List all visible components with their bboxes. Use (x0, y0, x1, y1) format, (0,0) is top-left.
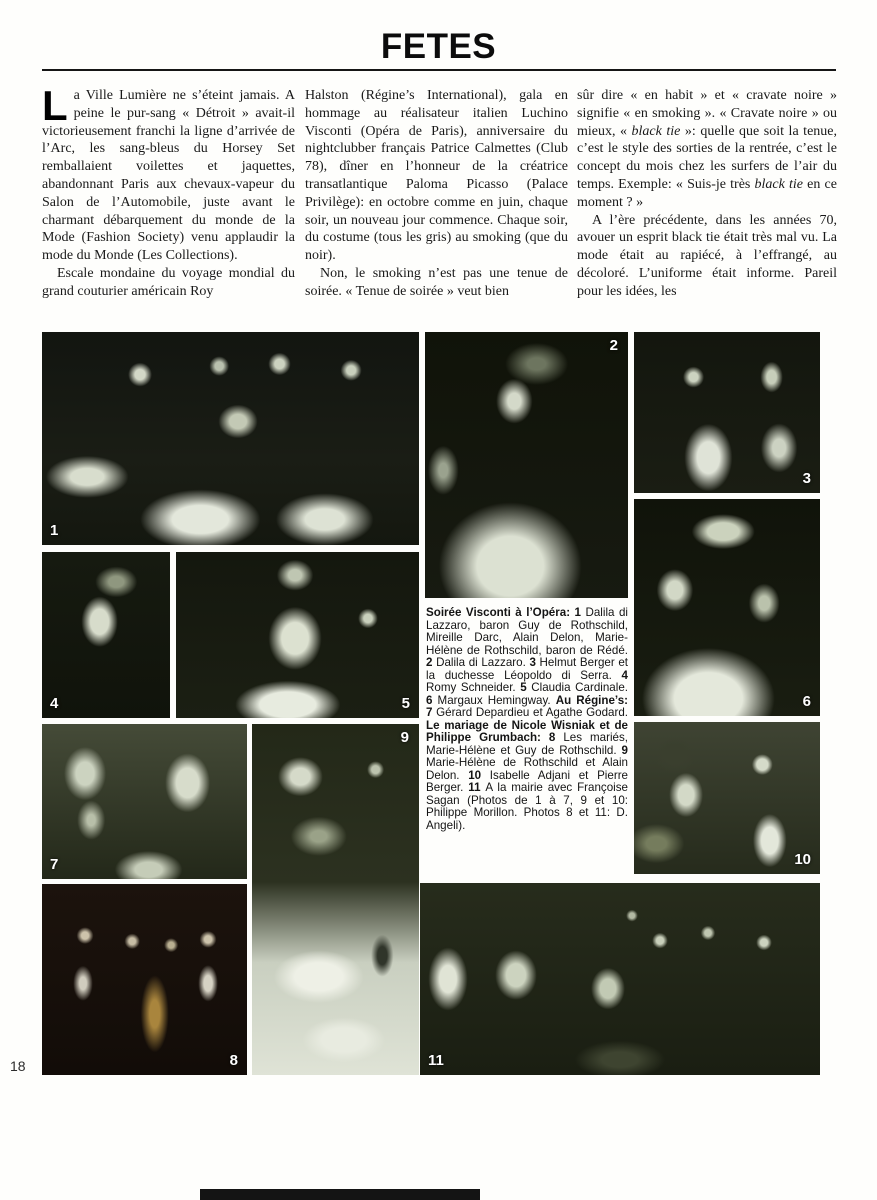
paragraph: Non, le smoking n’est pas une tenue de soirée. « Tenue de soirée » veut bien (305, 265, 568, 299)
paragraph: A l’ère précédente, dans les années 70, avouer un esprit black tie était très mal vu. La mode était au rapiécé, à l’effrangé, au décoloré. L’uniforme était informe. Pareil pour les idées, les (577, 212, 837, 299)
page-number: 18 (10, 1058, 26, 1074)
body-text-italic: black tie (754, 176, 804, 192)
dropcap: L (42, 82, 68, 129)
caption-segment: A la mairie avec Françoise Sagan (Photos de 1 à 7, 9 et 10: Philippe Morillon. Photos 8 et 11: D. Angeli). (426, 781, 628, 832)
caption-segment: Dalila di Lazzaro. (436, 656, 530, 669)
next-page-edge-strip (200, 1189, 480, 1200)
body-text: »: quelle que soit la tenue, c’est le style des sorties de la rentrée, c’est le concept du mois chez les surfers de l’air du temps. Exemple: « Suis-je très (577, 123, 837, 192)
photo-number: 1 (50, 522, 59, 539)
caption-segment: 9 (621, 743, 628, 757)
caption-segment: Gérard Depardieu et Agathe Godard. (436, 706, 628, 719)
photo-2-dalila-portrait (425, 332, 628, 598)
caption-segment: 11 (468, 781, 486, 794)
body-text: a Ville Lumière ne s’éteint jamais. A peine le pur-sang « Détroit » avait-il victorieusement franchi la ligne d’arrivée de l’Arc, les sang-bleus du Horsey Set remballaient voilettes et jaquettes, abandonnant Paris aux chevaux-vapeur du Salon de l’Automobile, juste avant le charmant débarquement du monde de la Mode (Fashion Society) venu applaudir la mode du Monde (Les Collections). (42, 88, 295, 264)
photo-number: 6 (802, 693, 811, 710)
caption-segment: Le mariage de Nicole Wisniak et de Philippe Grumbach: 8 (426, 718, 628, 744)
photo-8-wedding-group (42, 884, 247, 1075)
photo-10-adjani-berger (634, 722, 820, 874)
caption-segment: 6 (426, 693, 438, 707)
page-title: FETES (380, 27, 497, 66)
caption-segment: Au Régine’s: 7 (426, 693, 628, 719)
article-column-3 (577, 87, 837, 301)
photo-3-berger-serra (634, 332, 820, 493)
paragraph: Halston (Régine’s International), gala en hommage au réalisateur italien Luchino Visconti (Opéra de Paris), anniversaire du nightclubber français Patrice Calmettes (Club 78), dîner en l’honneur de la créatrice transatlantique Paloma Picasso (Palace Privilège): en octobre comme en juin, chaque soir, un nouveau jour commence. Chaque soir, du costume (tous les gris) au smoking (que du noir). (305, 88, 568, 264)
photo-6-margaux-hemingway (634, 499, 820, 716)
caption-segment: 10 (468, 768, 490, 782)
caption-segment: 3 (529, 656, 540, 669)
article-column-2 (305, 87, 568, 301)
caption-segment: Romy Schneider. (426, 681, 521, 694)
photo-number: 7 (50, 856, 59, 873)
caption-segment: Helmut Berger et la duchesse Léopoldo di Serra. (426, 656, 628, 682)
photo-1-dinner-table (42, 332, 419, 545)
paragraph (42, 82, 295, 265)
caption-segment: Les mariés, Marie-Hélène et Guy de Rothschild. (426, 731, 629, 757)
caption-segment: Claudia Cardinale. (531, 681, 628, 694)
article-column-1 (42, 82, 295, 301)
title-rule (42, 69, 836, 71)
caption-segment: Isabelle Adjani et Pierre Berger. (426, 768, 629, 794)
caption-segment: Dalila di Lazzaro, baron Guy de Rothschild, Mireille Darc, Alain Delon, Marie-Hélène de Rothschild, baron de Rédé. (426, 606, 628, 657)
photo-number: 8 (229, 1052, 238, 1069)
photo-number: 9 (400, 729, 409, 746)
caption-segment: Soirée Visconti à l’Opéra: 1 (426, 606, 586, 619)
body-text: en ce moment ? » (577, 176, 837, 210)
photo-4-romy-schneider (42, 552, 170, 718)
photo-9-rothschild-delon (252, 724, 419, 1075)
body-text-italic: black tie (631, 123, 681, 139)
photo-number: 5 (401, 695, 410, 712)
photo-number: 3 (802, 470, 811, 487)
caption-segment: 4 (621, 668, 628, 682)
photo-caption (426, 607, 628, 832)
photo-number: 11 (428, 1052, 444, 1069)
paragraph: Escale mondaine du voyage mondial du grand couturier américain Roy (42, 265, 295, 299)
caption-segment: 5 (520, 681, 532, 694)
paragraph (577, 87, 837, 212)
photo-number: 2 (609, 337, 618, 354)
caption-segment: Marie-Hélène de Rothschild et Alain Delon. (426, 756, 628, 782)
caption-segment: Margaux Hemingway. (437, 693, 556, 707)
body-text: sûr dire « en habit » et « cravate noire » signifie « en smoking ». « Cravate noire » ou mieux, « (577, 88, 837, 139)
photo-7-depardieu-godard (42, 724, 247, 879)
photo-number: 4 (50, 695, 59, 712)
photo-11-mairie-sagan (420, 883, 820, 1075)
caption-segment: 2 (426, 656, 437, 669)
photo-5-claudia-cardinale (176, 552, 419, 718)
photo-number: 10 (794, 851, 811, 868)
